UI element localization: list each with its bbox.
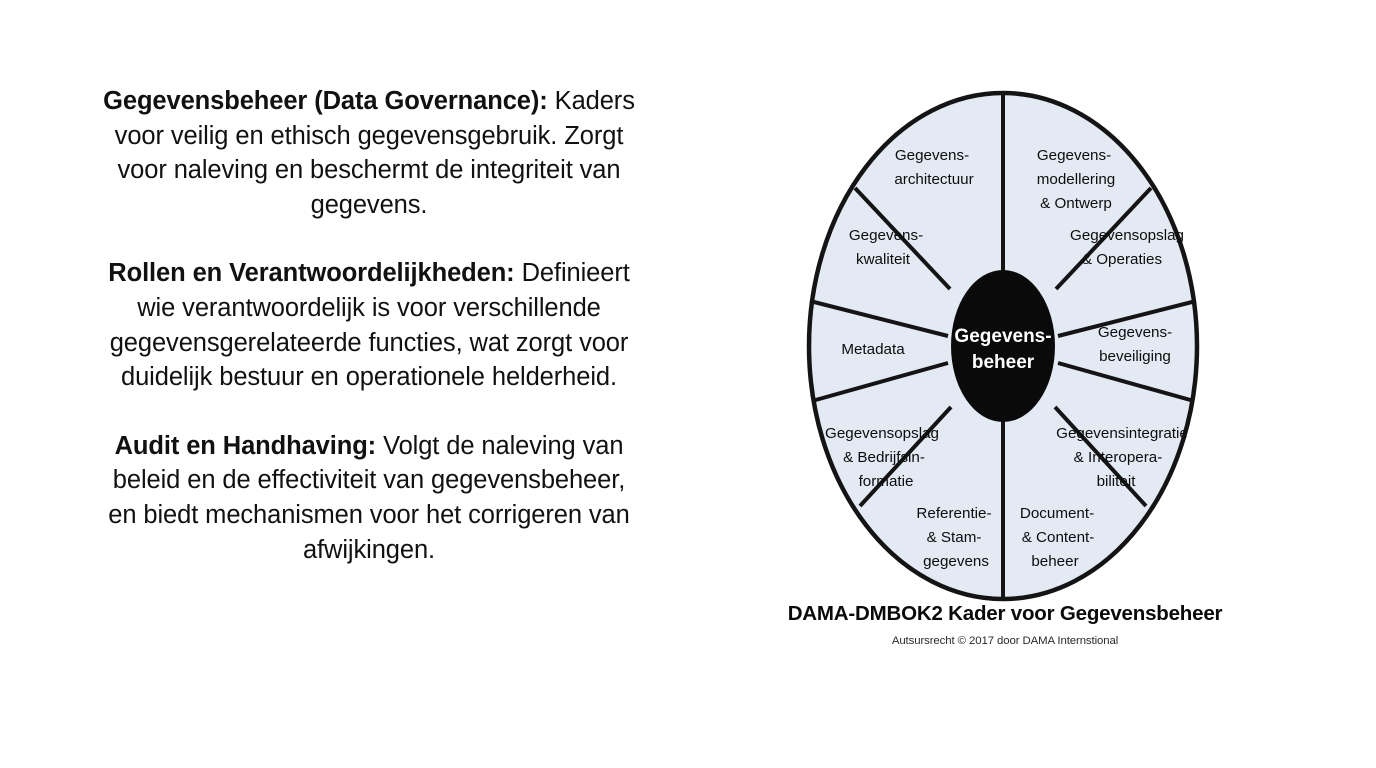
wheel-svg bbox=[770, 74, 1240, 614]
svg-text:kwaliteit: kwaliteit bbox=[855, 251, 911, 268]
svg-text:Metadata: Metadata bbox=[841, 341, 905, 358]
svg-text:Gegevensintegratie: Gegevensintegratie bbox=[1056, 425, 1188, 442]
svg-text:beheer: beheer bbox=[1031, 553, 1079, 570]
svg-text:architectuur: architectuur bbox=[894, 171, 974, 188]
segment-label-gegevens-modellering-ontwerp bbox=[1037, 147, 1116, 212]
paragraph-body: Volgt de naleving van beleid en de effectiviteit van gegevensbeheer, en biedt mechanismen voor het corrigeren van afwijkingen. bbox=[108, 431, 630, 564]
svg-text:Gegevensopslag: Gegevensopslag bbox=[825, 425, 939, 442]
svg-text:& Bedrijfsin-: & Bedrijfsin- bbox=[843, 449, 925, 466]
paragraph-lead: Rollen en Verantwoordelijkheden: bbox=[108, 259, 515, 288]
svg-text:Gegevens-: Gegevens- bbox=[1097, 324, 1173, 341]
svg-text:& Content-: & Content- bbox=[1021, 529, 1095, 546]
paragraph-body: Kaders voor veilig en ethisch gegevensgebruik. Zorgt voor naleving en beschermt de integriteit van gegevens. bbox=[114, 87, 635, 219]
svg-text:modellering: modellering bbox=[1036, 171, 1116, 188]
explanatory-text-column bbox=[96, 84, 642, 567]
diagram-caption bbox=[770, 602, 1240, 647]
svg-text:beveiliging: beveiliging bbox=[1099, 348, 1171, 365]
svg-text:Gegevens-: Gegevens- bbox=[848, 227, 924, 244]
svg-text:Referentie-: Referentie- bbox=[916, 505, 992, 522]
paragraph-lead: Audit en Handhaving: bbox=[114, 431, 377, 460]
svg-text:beheer: beheer bbox=[971, 352, 1035, 373]
caption-title: DAMA-DMBOK2 Kader voor Gegevensbeheer bbox=[787, 602, 1223, 625]
svg-text:Gegevens-: Gegevens- bbox=[894, 147, 970, 164]
svg-text:& Operaties: & Operaties bbox=[1081, 251, 1163, 268]
svg-text:formatie: formatie bbox=[858, 473, 914, 490]
dama-dmbok2-wheel-diagram bbox=[770, 74, 1240, 674]
paragraph-body: Definieert wie verantwoordelijk is voor verschillende gegevensgerelateerde functies, wat zorgt voor duidelijk bestuur en operationele helderheid. bbox=[109, 259, 630, 392]
paragraph-lead: Gegevensbeheer (Data Governance): bbox=[103, 87, 548, 115]
svg-text:& Ontwerp: & Ontwerp bbox=[1040, 195, 1112, 212]
svg-text:gegevens: gegevens bbox=[923, 553, 989, 570]
segment-label-referentie-stamgegevens bbox=[916, 505, 991, 570]
caption-copyright: Autsursrecht © 2017 door DAMA Internstional bbox=[891, 635, 1119, 647]
paragraph-data-governance bbox=[96, 84, 642, 222]
svg-text:biliteit: biliteit bbox=[1096, 473, 1136, 490]
svg-text:Gegevens-: Gegevens- bbox=[1036, 147, 1112, 164]
svg-text:Gegevensopslag: Gegevensopslag bbox=[1070, 227, 1184, 244]
paragraph-audit-enforcement bbox=[96, 429, 642, 567]
paragraph-roles-responsibilities bbox=[96, 256, 642, 394]
segment-label-metadata bbox=[841, 341, 905, 358]
svg-text:Gegevens-: Gegevens- bbox=[954, 326, 1052, 347]
svg-text:& Interopera-: & Interopera- bbox=[1073, 449, 1163, 466]
svg-text:& Stam-: & Stam- bbox=[926, 529, 982, 546]
svg-text:Document-: Document- bbox=[1019, 505, 1095, 522]
